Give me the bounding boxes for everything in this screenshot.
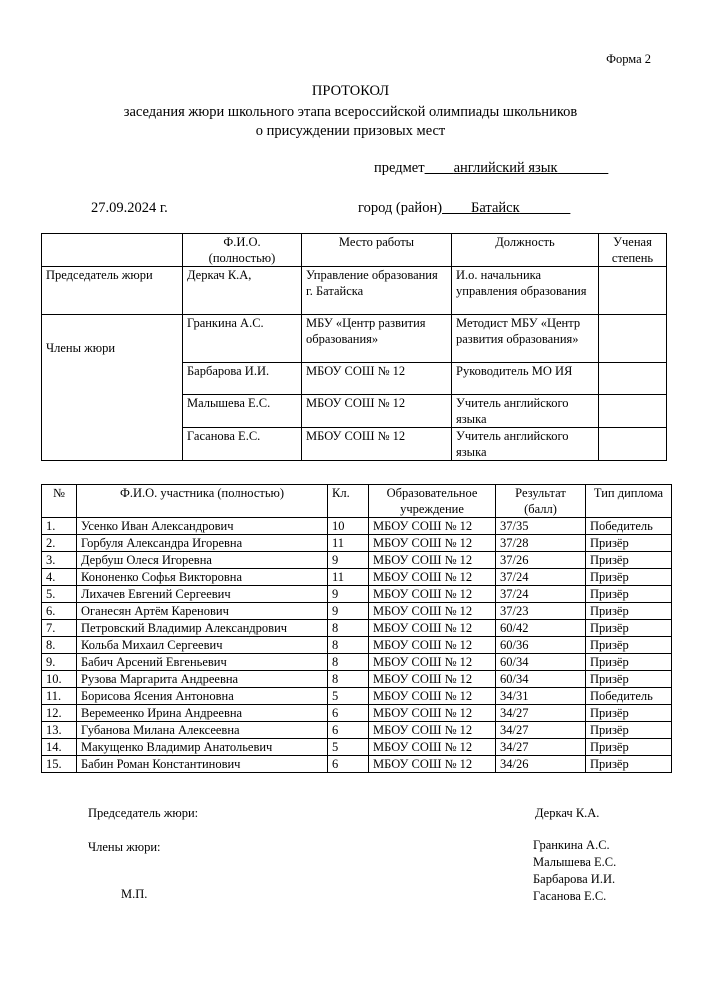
subject-line — [374, 160, 608, 177]
participant-school: МБОУ СОШ № 12 — [369, 603, 496, 620]
participant-name: Горбуля Александра Игоревна — [77, 535, 328, 552]
participant-result: 37/26 — [496, 552, 586, 569]
jury-member-name: Гранкина А.С. — [183, 315, 302, 363]
participant-result: 60/34 — [496, 654, 586, 671]
participant-row — [42, 722, 672, 739]
jury-member-name: Гасанова Е.С. — [183, 428, 302, 461]
participant-result: 34/31 — [496, 688, 586, 705]
signature-members-names — [533, 837, 616, 905]
participant-num: 9. — [42, 654, 77, 671]
participant-num: 3. — [42, 552, 77, 569]
signature-member-name: Барбарова И.И. — [533, 872, 616, 886]
participant-num: 4. — [42, 569, 77, 586]
participant-grade: 6 — [328, 756, 369, 773]
participant-result: 37/28 — [496, 535, 586, 552]
participant-num: 5. — [42, 586, 77, 603]
participant-diploma: Победитель — [586, 518, 672, 535]
participant-result: 60/42 — [496, 620, 586, 637]
participant-diploma: Призёр — [586, 535, 672, 552]
signature-member-name: Гранкина А.С. — [533, 838, 610, 852]
participant-diploma: Призёр — [586, 756, 672, 773]
jury-header-row — [42, 234, 667, 267]
jury-row — [42, 315, 667, 363]
participant-row — [42, 552, 672, 569]
participant-diploma: Победитель — [586, 688, 672, 705]
participant-num: 15. — [42, 756, 77, 773]
participant-num: 2. — [42, 535, 77, 552]
participant-name: Борисова Ясения Антоновна — [77, 688, 328, 705]
participants-header-num: № — [42, 485, 77, 518]
participant-row — [42, 654, 672, 671]
jury-member-degree — [599, 315, 667, 363]
participant-diploma: Призёр — [586, 637, 672, 654]
participant-num: 11. — [42, 688, 77, 705]
participants-header-row — [42, 485, 672, 518]
jury-member-workplace: Управление образования г. Батайска — [302, 267, 452, 315]
participant-result: 34/27 — [496, 739, 586, 756]
participant-name: Веремеенко Ирина Андреевна — [77, 705, 328, 722]
participants-header-grade: Кл. — [328, 485, 369, 518]
participant-row — [42, 705, 672, 722]
participant-row — [42, 603, 672, 620]
participant-name: Петровский Владимир Александрович — [77, 620, 328, 637]
jury-member-workplace: МБОУ СОШ № 12 — [302, 363, 452, 395]
city-value: Батайск — [471, 200, 520, 216]
document-subtitle-line1: заседания жюри школьного этапа всероссийской олимпиады школьников — [123, 104, 578, 120]
stamp-label: М.П. — [121, 887, 148, 901]
signature-chair-label: Председатель жюри: — [88, 806, 199, 820]
jury-header-position: Должность — [452, 234, 599, 267]
participant-diploma: Призёр — [586, 552, 672, 569]
jury-chair-role: Председатель жюри — [42, 267, 183, 315]
participant-grade: 5 — [328, 739, 369, 756]
participant-school: МБОУ СОШ № 12 — [369, 637, 496, 654]
participant-school: МБОУ СОШ № 12 — [369, 586, 496, 603]
signature-member-name: Гасанова Е.С. — [533, 889, 607, 903]
participant-name: Лихачев Евгений Сергеевич — [77, 586, 328, 603]
participant-name: Макущенко Владимир Анатольевич — [77, 739, 328, 756]
participant-row — [42, 518, 672, 535]
jury-member-degree — [599, 395, 667, 428]
participant-num: 14. — [42, 739, 77, 756]
jury-member-workplace: МБОУ СОШ № 12 — [302, 395, 452, 428]
jury-member-name: Деркач К.А, — [183, 267, 302, 315]
participant-name: Рузова Маргарита Андреевна — [77, 671, 328, 688]
participant-result: 34/27 — [496, 722, 586, 739]
participant-diploma: Призёр — [586, 722, 672, 739]
participant-diploma: Призёр — [586, 705, 672, 722]
participant-num: 1. — [42, 518, 77, 535]
participant-grade: 10 — [328, 518, 369, 535]
jury-member-position: Учитель английского языка — [452, 428, 599, 461]
city-line — [358, 200, 570, 217]
participant-grade: 9 — [328, 603, 369, 620]
participant-num: 10. — [42, 671, 77, 688]
subject-label: предмет — [374, 160, 425, 176]
participant-diploma: Призёр — [586, 739, 672, 756]
jury-member-position: Руководитель МО ИЯ — [452, 363, 599, 395]
participants-header-name: Ф.И.О. участника (полностью) — [77, 485, 328, 518]
participants-header-result: Результат (балл) — [496, 485, 586, 518]
participants-header-diploma: Тип диплома — [586, 485, 672, 518]
jury-members-role: Члены жюри — [42, 315, 183, 461]
participant-diploma: Призёр — [586, 586, 672, 603]
jury-table — [41, 233, 667, 461]
participant-row — [42, 671, 672, 688]
participant-diploma: Призёр — [586, 671, 672, 688]
participant-name: Дербуш Олеся Игоревна — [77, 552, 328, 569]
subject-value: английский язык — [453, 160, 558, 176]
participant-name: Кононенко Софья Викторовна — [77, 569, 328, 586]
participant-result: 37/35 — [496, 518, 586, 535]
participant-grade: 6 — [328, 722, 369, 739]
participant-school: МБОУ СОШ № 12 — [369, 722, 496, 739]
jury-member-workplace: МБУ «Центр развития образования» — [302, 315, 452, 363]
participant-diploma: Призёр — [586, 569, 672, 586]
city-label: город (район) — [358, 200, 443, 216]
signature-member-name: Малышева Е.С. — [533, 855, 617, 869]
jury-member-position: Методист МБУ «Центр развития образования» — [452, 315, 599, 363]
participant-name: Оганесян Артём Каренович — [77, 603, 328, 620]
jury-header-workplace: Место работы — [302, 234, 452, 267]
jury-member-degree — [599, 428, 667, 461]
participant-result: 37/24 — [496, 569, 586, 586]
participant-name: Губанова Милана Алексеевна — [77, 722, 328, 739]
participant-result: 37/24 — [496, 586, 586, 603]
participant-school: МБОУ СОШ № 12 — [369, 569, 496, 586]
participant-grade: 9 — [328, 586, 369, 603]
participant-row — [42, 620, 672, 637]
participant-result: 37/23 — [496, 603, 586, 620]
participant-grade: 5 — [328, 688, 369, 705]
participants-table — [41, 484, 672, 773]
participants-header-school: Образовательное учреждение — [369, 485, 496, 518]
participant-grade: 8 — [328, 671, 369, 688]
participant-school: МБОУ СОШ № 12 — [369, 620, 496, 637]
jury-member-position: Учитель английского языка — [452, 395, 599, 428]
jury-member-workplace: МБОУ СОШ № 12 — [302, 428, 452, 461]
jury-row — [42, 267, 667, 315]
participant-school: МБОУ СОШ № 12 — [369, 671, 496, 688]
participant-grade: 8 — [328, 654, 369, 671]
participant-result: 34/26 — [496, 756, 586, 773]
participant-school: МБОУ СОШ № 12 — [369, 756, 496, 773]
participant-name: Бабич Арсений Евгеньевич — [77, 654, 328, 671]
jury-member-degree — [599, 267, 667, 315]
participant-grade: 8 — [328, 620, 369, 637]
participant-result: 60/34 — [496, 671, 586, 688]
jury-member-degree — [599, 363, 667, 395]
signature-members-label: Члены жюри: — [88, 840, 161, 854]
participant-school: МБОУ СОШ № 12 — [369, 739, 496, 756]
participant-row — [42, 739, 672, 756]
participant-result: 34/27 — [496, 705, 586, 722]
participant-diploma: Призёр — [586, 620, 672, 637]
participant-num: 6. — [42, 603, 77, 620]
participant-row — [42, 688, 672, 705]
participant-result: 60/36 — [496, 637, 586, 654]
participant-school: МБОУ СОШ № 12 — [369, 688, 496, 705]
participant-row — [42, 586, 672, 603]
participant-grade: 11 — [328, 535, 369, 552]
participant-school: МБОУ СОШ № 12 — [369, 705, 496, 722]
participant-grade: 11 — [328, 569, 369, 586]
participant-num: 8. — [42, 637, 77, 654]
participant-name: Усенко Иван Александрович — [77, 518, 328, 535]
participant-diploma: Призёр — [586, 603, 672, 620]
participant-num: 12. — [42, 705, 77, 722]
document-subtitle-line2: о присуждении призовых мест — [255, 123, 446, 139]
participant-row — [42, 637, 672, 654]
participant-school: МБОУ СОШ № 12 — [369, 535, 496, 552]
participant-num: 7. — [42, 620, 77, 637]
participant-school: МБОУ СОШ № 12 — [369, 518, 496, 535]
participant-school: МБОУ СОШ № 12 — [369, 552, 496, 569]
participant-school: МБОУ СОШ № 12 — [369, 654, 496, 671]
jury-member-name: Барбарова И.И. — [183, 363, 302, 395]
signature-chair-name: Деркач К.А. — [535, 806, 600, 820]
document-title: ПРОТОКОЛ — [311, 83, 390, 99]
participant-name: Кольба Михаил Сергеевич — [77, 637, 328, 654]
participant-name: Бабин Роман Константинович — [77, 756, 328, 773]
protocol-date: 27.09.2024 г. — [91, 200, 168, 216]
participant-grade: 8 — [328, 637, 369, 654]
participant-row — [42, 535, 672, 552]
participant-num: 13. — [42, 722, 77, 739]
jury-header-name: Ф.И.О. (полностью) — [183, 234, 302, 267]
participant-row — [42, 756, 672, 773]
jury-header-degree: Ученая степень — [599, 234, 667, 267]
jury-header-role — [42, 234, 183, 267]
participant-diploma: Призёр — [586, 654, 672, 671]
participant-grade: 6 — [328, 705, 369, 722]
jury-member-position: И.о. начальника управления образования — [452, 267, 599, 315]
participant-row — [42, 569, 672, 586]
jury-member-name: Малышева Е.С. — [183, 395, 302, 428]
form-label: Форма 2 — [606, 52, 651, 66]
participant-grade: 9 — [328, 552, 369, 569]
